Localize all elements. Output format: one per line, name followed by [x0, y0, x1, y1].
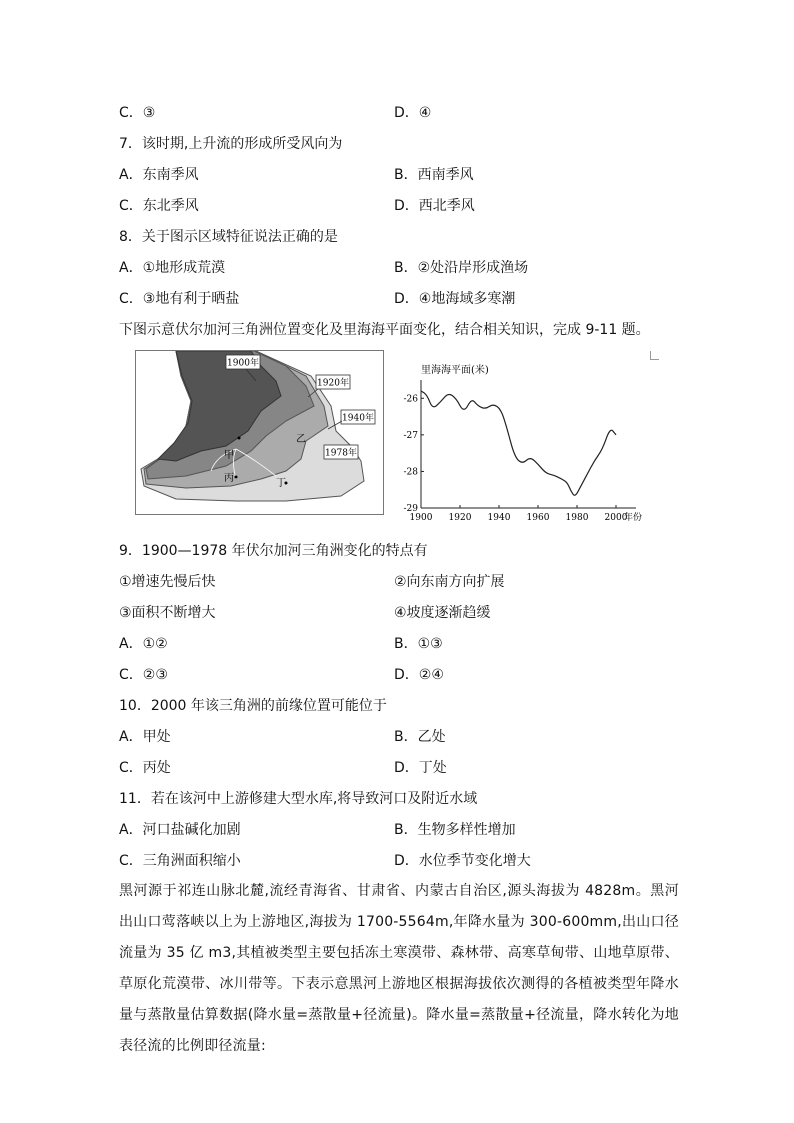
place-yi: 乙	[296, 434, 306, 445]
statement-4: ④坡度逐渐趋缓	[394, 605, 491, 621]
x-tick-label: 1980	[565, 513, 589, 523]
option-7b: B．西南季风	[394, 167, 474, 183]
svg-text:1920年: 1920年	[317, 378, 349, 389]
question-9: 9．1900—1978 年伏尔加河三角洲变化的特点有	[119, 543, 428, 559]
sea-level-chart	[401, 358, 691, 530]
passage-heihe: 黑河源于祁连山脉北麓,流经青海省、甘肃省、内蒙古自治区,源头海拔为 4828m。黑河出山口莺落峡以上为上游地区,海拔为 1700-5564m,年降水量为 300-600mm,出山口径流量为 35 亿 m3,其植被类型主要包括冻土寒漠带、森林带、高寒草甸带、山地草原带、草原化荒漠带、冰川带等。下表示意黑河上游地区根据海拔依次测得的各植被类型年降水量与蒸散量估算数据(降水量=蒸散量+径流量)。降水量=蒸散量+径流量，降水转化为地表径流的比例即径流量:	[119, 883, 679, 1054]
option-11d: D．水位季节变化增大	[394, 853, 531, 869]
svg-text:1978年: 1978年	[325, 448, 357, 459]
label-1978	[324, 445, 358, 459]
place-ding: 丁	[276, 478, 286, 489]
option-7a: A．东南季风	[119, 167, 199, 183]
option-8d: D．④地海域多寒潮	[394, 291, 516, 307]
question-7: 7．该时期,上升流的形成所受风向为	[119, 136, 343, 152]
place-bing: 丙	[224, 473, 234, 484]
x-tick-label: 2000	[604, 513, 628, 523]
option-8b: B．②处沿岸形成渔场	[394, 260, 529, 276]
x-axis-label: 年份	[624, 513, 643, 523]
option-10a: A．甲处	[119, 729, 171, 745]
svg-text:1900年: 1900年	[227, 358, 259, 369]
option-10b: B．乙处	[394, 729, 446, 745]
place-jia: 甲	[224, 450, 234, 461]
option-7c: C．东北季风	[119, 198, 199, 214]
x-tick-label: 1960	[526, 513, 550, 523]
option-9c: C．②③	[119, 667, 168, 683]
option-8c: C．③地有利于晒盐	[119, 291, 240, 307]
statement-2: ②向东南方向扩展	[394, 574, 505, 590]
option-7d: D．西北季风	[394, 198, 475, 214]
option-9a: A．①②	[119, 636, 168, 652]
y-tick-label: -28	[403, 467, 418, 478]
option-11c: C．三角洲面积缩小	[119, 853, 241, 869]
option-6d: D．④	[394, 105, 432, 121]
question-11: 11．若在该河中上游修建大型水库,将导致河口及附近水域	[119, 791, 478, 807]
option-9b: B．①③	[394, 636, 443, 652]
option-8a: A．①地形成荒漠	[119, 260, 226, 276]
statement-3: ③面积不断增大	[119, 605, 216, 621]
svg-text:1940年: 1940年	[342, 413, 374, 424]
question-10: 10．2000 年该三角洲的前缘位置可能位于	[119, 698, 387, 714]
option-11a: A．河口盐碱化加剧	[119, 822, 241, 838]
y-tick-label: -29	[403, 504, 418, 514]
option-9d: D．②④	[394, 667, 444, 683]
x-tick-label: 1920	[448, 513, 472, 523]
option-10c: C．丙处	[119, 760, 171, 776]
sea-level-series-line	[421, 391, 616, 495]
figure-intro: 下图示意伏尔加河三角洲位置变化及里海海平面变化，结合相关知识，完成 9-11 题。	[119, 322, 650, 338]
delta-map	[135, 350, 384, 515]
delta-map-svg	[136, 351, 383, 514]
question-8: 8．关于图示区域特征说法正确的是	[119, 229, 338, 245]
statement-1: ①增速先慢后快	[119, 574, 216, 590]
y-tick-label: -27	[403, 430, 418, 441]
chart-title: 里海海平面(米)	[421, 365, 489, 376]
y-tick-label: -26	[403, 394, 418, 405]
x-tick-label: 1900	[409, 513, 433, 523]
sea-level-chart-svg	[401, 358, 691, 530]
option-11b: B．生物多样性增加	[394, 822, 516, 838]
x-tick-label: 1940	[487, 513, 511, 523]
option-10d: D．丁处	[394, 760, 447, 776]
option-6c: C．③	[119, 105, 156, 121]
